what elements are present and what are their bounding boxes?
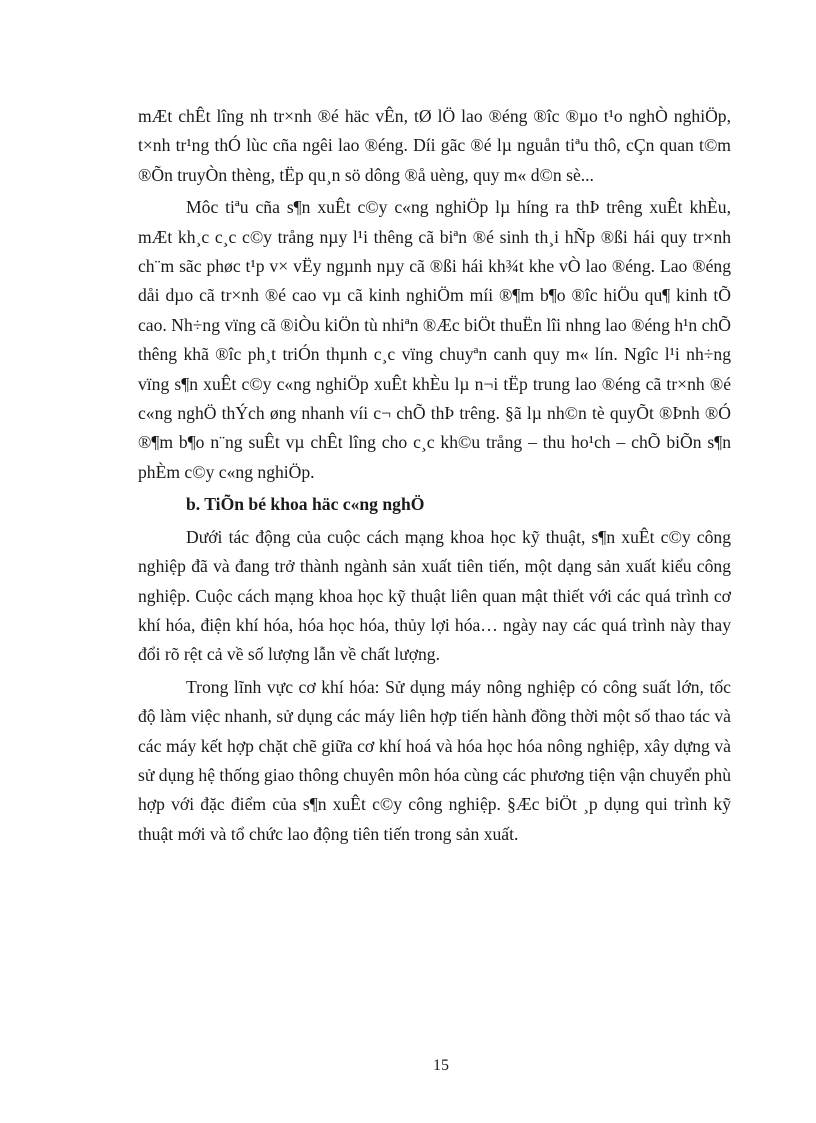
page-number: 15	[433, 1057, 449, 1074]
section-heading: b. TiÕn bé khoa häc c«ng nghÖ	[186, 494, 425, 515]
paragraph-4: Trong lĩnh vực cơ khí hóa: Sử dụng máy nông nghiệp có công suất lớn, tốc độ làm việc nhanh, sử dụng các máy liên hợp tiến hành đồng thời một số thao tác và các máy kết hợp chặt chẽ giữa cơ khí hoá và hóa học hóa nông nghiệp, xây dựng và sử dụng hệ thống giao thông chuyên môn hóa cùng các phương tiện vận chuyển phù hợp với đặc điểm của s¶n xuÊt c©y công nghiệp. §Æc biÖt ¸p dụng qui trình kỹ thuật mới và tổ chức lao động tiên tiến trong sản xuất.	[138, 676, 731, 844]
paragraph-2: Môc tiªu cña s¶n xuÊt c©y c«ng nghiÖp lµ híng ra thÞ trêng xuÊt khÈu, mÆt kh¸c c¸c c©y trång nµy l¹i thêng cã biªn ®é sinh th¸i hÑp ®ßi hái quy tr×nh ch¨m sãc phøc t¹p v× vËy ngµnh nµy cã ®ßi hái kh¾t khe vÒ lao ®éng. Lao ®éng dåi dµo cã tr×nh ®é cao vµ cã kinh nghiÖm míi ®¶m b¶o ®îc hiÖu qu¶ kinh tÕ cao. Nh÷ng vïng cã ®iÒu kiÖn tù nhiªn ®Æc biÖt thuËn lîi nhng lao ®éng h¹n chÕ thêng khã ®îc ph¸t triÓn thµnh c¸c vïng chuyªn canh quy m« lín. Ngîc l¹i nh÷ng vïng s¶n xuÊt c©y c«ng nghiÖp xuÊt khÈu lµ n¬i tËp trung lao ®éng cã tr×nh ®é c«ng nghÖ thÝch øng nhanh víi c¬ chÕ thÞ trêng. §ã lµ nh©n tè quyÕt ®Þnh ®Ó ®¶m b¶o n¨ng suÊt vµ chÊt lîng cho c¸c kh©u trång – thu ho¹ch – chÕ biÕn s¶n phÈm c©y c«ng nghiÖp.	[138, 197, 731, 482]
paragraph-3: Dưới tác động của cuộc cách mạng khoa học kỹ thuật, s¶n xuÊt c©y công nghiệp đã và đang trở thành ngành sản xuất tiên tiến, một dạng sản xuất kiểu công nghiệp. Cuộc cách mạng khoa học kỹ thuật liên quan mật thiết với các quá trình cơ khí hóa, điện khí hóa, hóa học hóa, thủy lợi hóa… ngày nay các quá trình này thay đổi rõ rệt cả về số lượng lẫn về chất lượng.	[138, 526, 731, 665]
paragraph-1: mÆt chÊt lîng nh tr×nh ®é häc vÊn, tØ lÖ lao ®éng ®îc ®µo t¹o nghÒ nghiÖp, t×nh tr¹ng thÓ lùc cña ngêi lao ®éng. Díi gãc ®é lµ nguån tiªu thô, cÇn quan t©m ®Õn truyÒn thèng, tËp qu¸n sö dông ®å uèng, quy m« d©n sè...	[138, 106, 731, 185]
document-page	[138, 102, 731, 852]
